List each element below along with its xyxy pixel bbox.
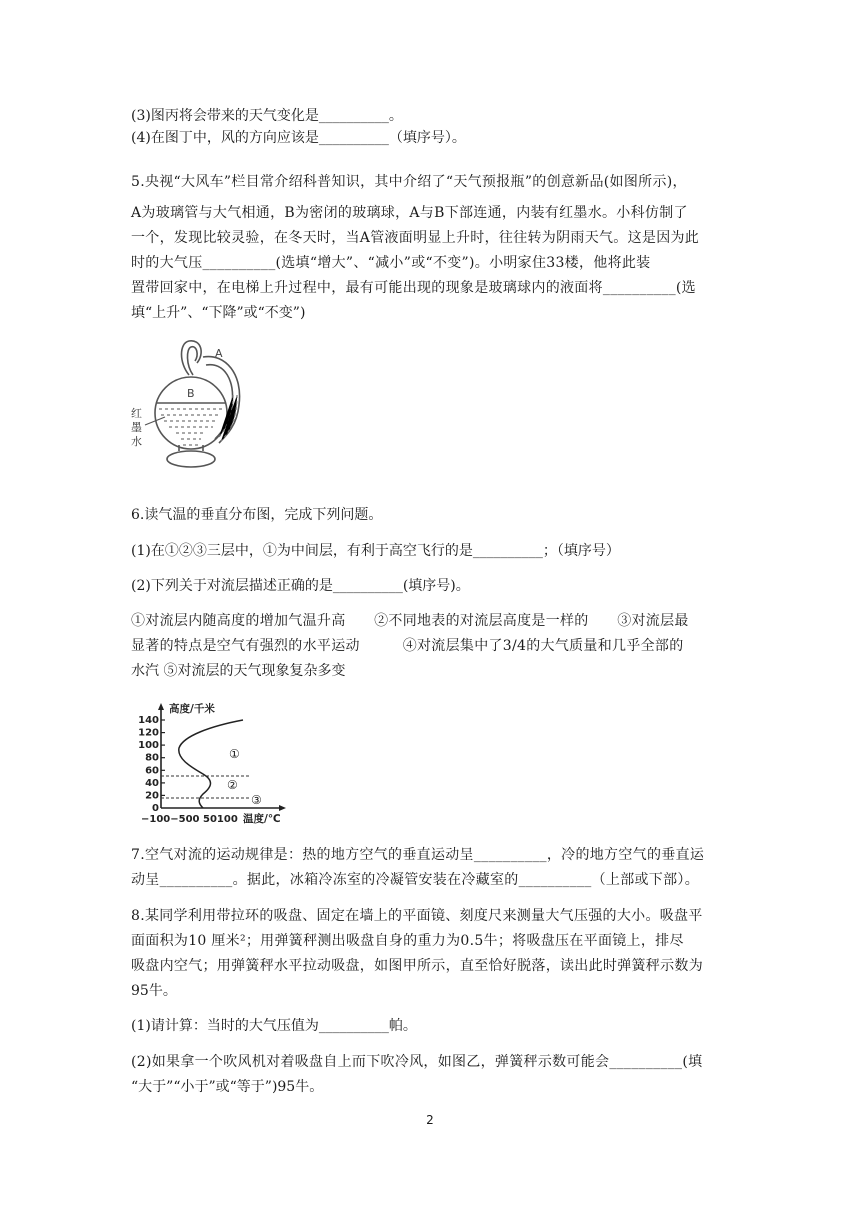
q8-line3: 吸盘内空气；用弹簧秤水平拉动吸盘，如图甲所示，直至恰好脱落，读出此时弹簧秤示数为 bbox=[131, 958, 703, 974]
layer-3-label: ③ bbox=[251, 793, 262, 807]
xticks: −100−500 50100 bbox=[141, 814, 238, 825]
q6-part2: (2)下列关于对流层描述正确的是__________(填序号)。 bbox=[131, 578, 470, 594]
q7-line2: 动呈__________。据此，冰箱冷冻室的冷凝管安装在冷藏室的__________（上部或下部）。 bbox=[131, 872, 699, 888]
temperature-profile-figure bbox=[131, 700, 301, 825]
ytick-20: 20 bbox=[145, 790, 159, 802]
q5-line1: 5.央视“大风车”栏目常介绍科普知识，其中介绍了“天气预报瓶”的创意新品(如图所示)， bbox=[131, 174, 687, 190]
q5-line2: A为玻璃管与大气相通，B为密闭的玻璃球，A与B下部连通，内装有红墨水。小科仿制了 bbox=[131, 205, 688, 221]
layer-1-label: ① bbox=[229, 747, 240, 761]
q8-part2-line1: (2)如果拿一个吹风机对着吸盘自上而下吹冷风，如图乙，弹簧秤示数可能会__________(填 bbox=[131, 1054, 703, 1070]
ytick-40: 40 bbox=[145, 777, 159, 789]
q6-options-1: ①对流层内随高度的增加气温升高 ②不同地表的对流层高度是一样的 ③对流层最 bbox=[131, 613, 689, 629]
page-number: 2 bbox=[426, 1113, 434, 1127]
q4-part3: (3)图丙将会带来的天气变化是__________。 bbox=[131, 108, 403, 124]
q5-line5: 置带回家中，在电梯上升过程中，最有可能出现的现象是玻璃球内的液面将__________(选 bbox=[131, 280, 696, 296]
label-ink-3: 水 bbox=[131, 435, 142, 448]
q6-title: 6.读气温的垂直分布图，完成下列问题。 bbox=[131, 507, 383, 523]
ylabel: 高度/千米 bbox=[169, 703, 215, 715]
q5-line4: 时的大气压__________(选填“增大”、“减小”或“不变”)。小明家住33楼，他将此装 bbox=[131, 255, 651, 271]
ytick-60: 60 bbox=[145, 765, 159, 777]
q8-line1: 8.某同学利用带拉环的吸盘、固定在墙上的平面镜、刻度尺来测量大气压强的大小。吸盘平 bbox=[131, 908, 703, 924]
label-b: B bbox=[187, 387, 195, 400]
ytick-100: 100 bbox=[138, 740, 159, 752]
q8-line4: 95牛。 bbox=[131, 983, 177, 999]
label-a: A bbox=[215, 347, 223, 360]
q5-line6: 填“上升”、“下降”或“不变”) bbox=[131, 305, 306, 321]
q5-line3: 一个，发现比较灵验，在冬天时，当A管液面明显上升时，往往转为阴雨天气。这是因为此 bbox=[131, 230, 700, 246]
weather-bottle-figure bbox=[131, 335, 266, 470]
ytick-120: 120 bbox=[138, 727, 159, 739]
label-ink-2: 墨 bbox=[131, 421, 142, 434]
q8-line2: 面面积为10 厘米²；用弹簧秤测出吸盘自身的重力为0.5牛；将吸盘压在平面镜上，排尽 bbox=[131, 933, 684, 949]
q4-part4: (4)在图丁中，风的方向应该是__________（填序号）。 bbox=[131, 130, 466, 146]
q8-part1: (1)请计算：当时的大气压值为__________帕。 bbox=[131, 1018, 417, 1034]
ytick-80: 80 bbox=[145, 752, 159, 764]
label-ink-1: 红 bbox=[131, 407, 142, 420]
q8-part2-line2: “大于”“小于”或“等于”)95牛。 bbox=[131, 1079, 324, 1095]
q7-line1: 7.空气对流的运动规律是：热的地方空气的垂直运动呈__________，冷的地方空气的垂直运 bbox=[131, 847, 705, 863]
xlabel: 温度/℃ bbox=[243, 813, 281, 825]
q6-options-3: 水汽 ⑤对流层的天气现象复杂多变 bbox=[131, 663, 346, 679]
q6-part1: (1)在①②③三层中，①为中间层，有利于高空飞行的是__________；（填序号） bbox=[131, 543, 620, 559]
ytick-140: 140 bbox=[138, 715, 159, 726]
q6-options-2: 显著的特点是空气有强烈的水平运动 ④对流层集中了3/4的大气质量和几乎全部的 bbox=[131, 638, 684, 654]
layer-2-label: ② bbox=[227, 778, 238, 792]
ytick-0: 0 bbox=[152, 803, 159, 814]
